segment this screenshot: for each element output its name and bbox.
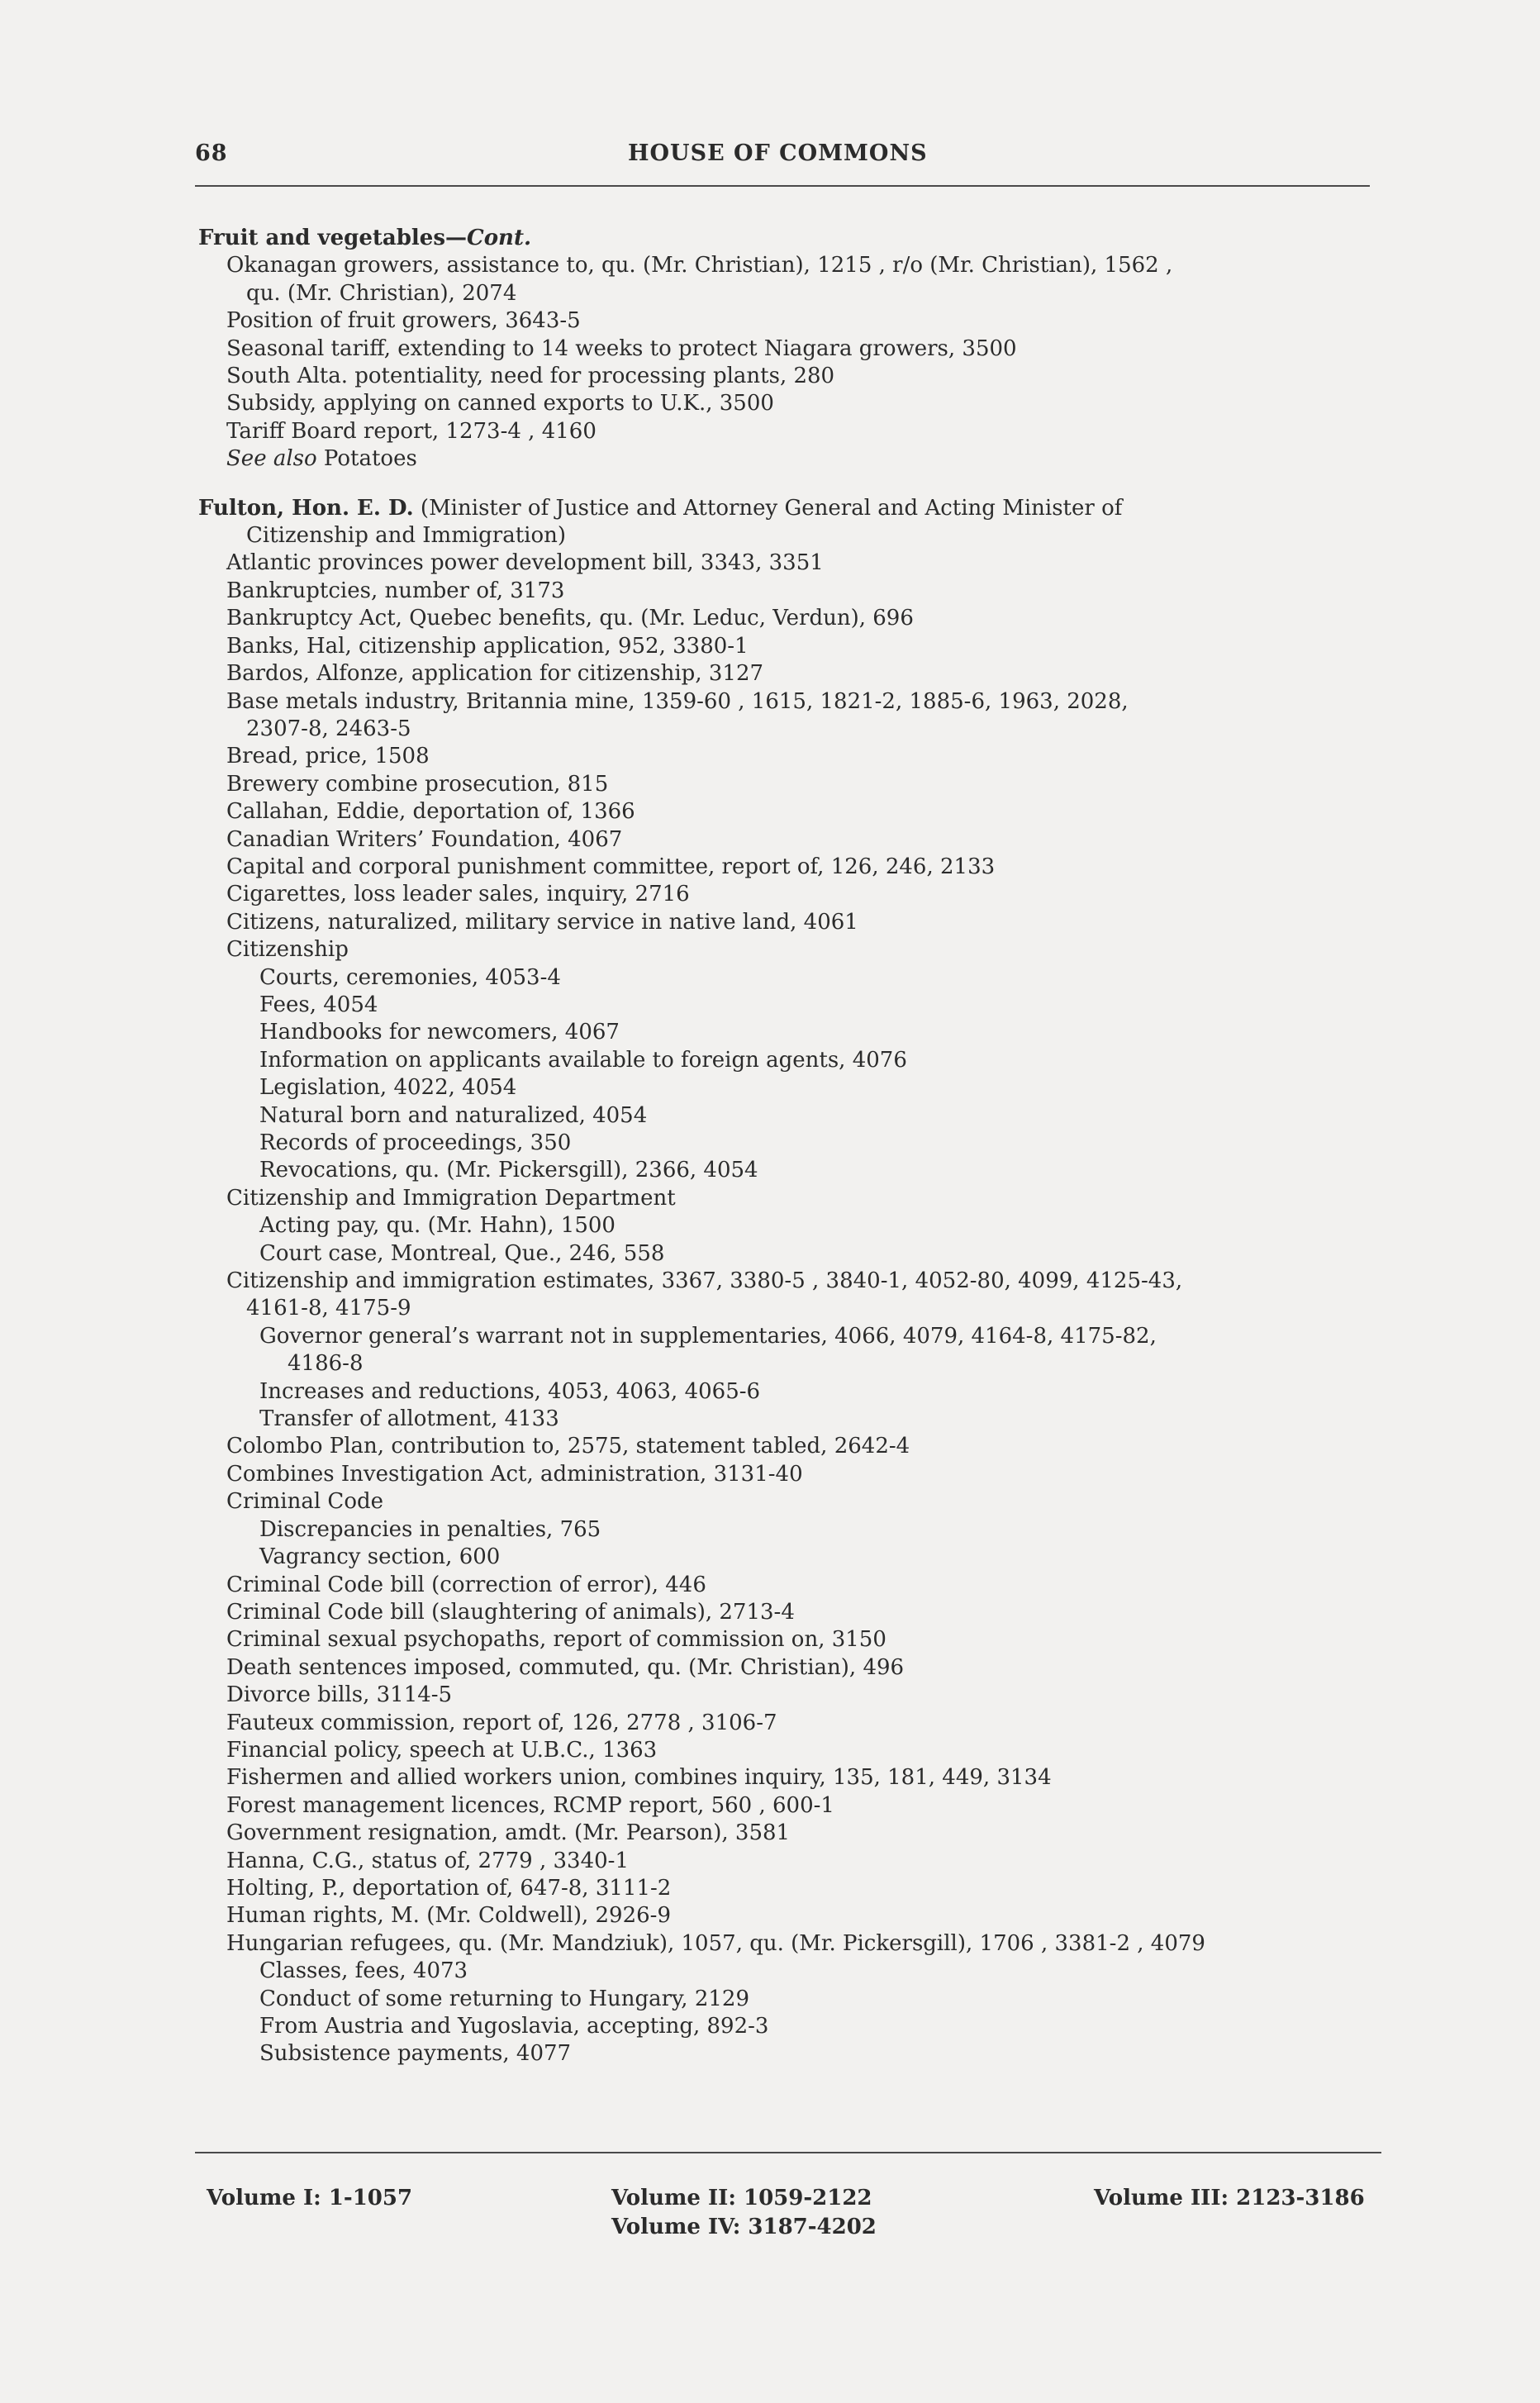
- subentry: Okanagan growers, assistance to, qu. (Mr. Christian), 1215 , r/o (Mr. Christian), 1562 ,: [226, 253, 1173, 278]
- subentry: Seasonal tariff, extending to 14 weeks to protect Niagara growers, 3500: [226, 335, 1017, 361]
- subentry: Criminal Code bill (slaughtering of animals), 2713-4: [226, 1599, 795, 1625]
- subentry: [198, 445, 1380, 473]
- sub-subentry: Court case, Montreal, Que., 246, 558: [259, 1240, 665, 1266]
- subentry: Atlantic provinces power development bill, 3343, 3351: [226, 550, 824, 576]
- entry-text: See also: [226, 446, 317, 472]
- sub-subentry: Handbooks for newcomers, 4067: [259, 1020, 620, 1045]
- subentry: 4161-8, 4175-9: [246, 1296, 411, 1321]
- subentry: Criminal Code: [226, 1489, 384, 1515]
- subentry: Citizenship and immigration estimates, 3367, 3380-5 , 3840-1, 4052-80, 4099, 4125-43,: [226, 1268, 1183, 1294]
- section-heading: [198, 225, 1380, 252]
- sub-subentry: Increases and reductions, 4053, 4063, 4065-6: [259, 1378, 761, 1404]
- entry-text: Cont.: [467, 226, 531, 250]
- index-content: [198, 225, 1380, 2068]
- subentry: Citizenship: [226, 937, 349, 963]
- subentry: Criminal Code bill (correction of error), 446: [226, 1572, 706, 1597]
- sub-subentry: Discrepancies in penalties, 765: [259, 1516, 601, 1542]
- sub-subentry: Records of proceedings, 350: [259, 1130, 572, 1155]
- subentry: Hungarian refugees, qu. (Mr. Mandziuk), 1057, qu. (Mr. Pickersgill), 1706 , 3381-2 , 4079: [226, 1930, 1205, 1956]
- volume-1-range: Volume I: 1-1057: [207, 2186, 413, 2210]
- subentry: Criminal sexual psychopaths, report of commission on, 3150: [226, 1627, 886, 1653]
- page-number: 68: [195, 140, 228, 166]
- subentry: Colombo Plan, contribution to, 2575, statement tabled, 2642-4: [226, 1434, 910, 1459]
- subentry: South Alta. potentiality, need for processing plants, 280: [226, 364, 835, 389]
- subentry: Death sentences imposed, commuted, qu. (Mr. Christian), 496: [226, 1654, 905, 1680]
- subentry: Subsidy, applying on canned exports to U.K., 3500: [226, 391, 774, 416]
- subentry: Citizenship and Immigration Department: [226, 1185, 676, 1211]
- subentry: Combines Investigation Act, administration, 3131-40: [226, 1461, 803, 1487]
- entry-text: Fruit and vegetables—: [198, 226, 467, 250]
- sub-subentry: Information on applicants available to foreign agents, 4076: [259, 1047, 907, 1073]
- subentry: Citizenship and Immigration): [246, 523, 567, 549]
- volume-4-range: Volume IV: 3187-4202: [611, 2215, 877, 2239]
- subentry: Brewery combine prosecution, 815: [226, 771, 609, 797]
- sub-subentry: Conduct of some returning to Hungary, 2129: [259, 1986, 749, 2011]
- subentry: Position of fruit growers, 3643-5: [226, 308, 581, 334]
- sub-subentry: Legislation, 4022, 4054: [259, 1075, 517, 1101]
- subentry: Holting, P., deportation of, 647-8, 3111-2: [226, 1875, 672, 1901]
- sub-subentry: Subsistence payments, 4077: [259, 2041, 572, 2067]
- entry-gap: [198, 473, 1380, 495]
- sub-subentry: Vagrancy section, 600: [259, 1544, 501, 1570]
- subentry: Bankruptcies, number of, 3173: [226, 578, 565, 603]
- subentry: Capital and corporal punishment committee, report of, 126, 246, 2133: [226, 854, 996, 879]
- subentry: Bankruptcy Act, Quebec benefits, qu. (Mr. Leduc, Verdun), 696: [226, 606, 914, 631]
- subentry: Banks, Hal, citizenship application, 952, 3380-1: [226, 633, 749, 659]
- entry-text: (Minister of Justice and Attorney General and Acting Minister of: [413, 495, 1123, 521]
- footer-rule: [195, 2152, 1381, 2153]
- subentry: Hanna, C.G., status of, 2779 , 3340-1: [226, 1848, 629, 1873]
- sub-subentry: Governor general’s warrant not in supplementaries, 4066, 4079, 4164-8, 4175-82,: [259, 1323, 1157, 1349]
- volume-3-range: Volume III: 2123-3186: [1094, 2186, 1365, 2210]
- subentry: Government resignation, amdt. (Mr. Pearson), 3581: [226, 1820, 791, 1846]
- sub-subentry: From Austria and Yugoslavia, accepting, 892-3: [259, 2014, 769, 2039]
- sub-subentry: Revocations, qu. (Mr. Pickersgill), 2366, 4054: [259, 1158, 758, 1183]
- subentry: Canadian Writers’ Foundation, 4067: [226, 826, 623, 852]
- subentry: Callahan, Eddie, deportation of, 1366: [226, 799, 635, 825]
- subentry: 2307-8, 2463-5: [246, 716, 411, 741]
- subentry: Financial policy, speech at U.B.C., 1363: [226, 1737, 658, 1763]
- sub-subentry: Natural born and naturalized, 4054: [259, 1102, 648, 1128]
- sub-subentry: Courts, ceremonies, 4053-4: [259, 964, 561, 990]
- sub-subentry: 4186-8: [288, 1351, 364, 1377]
- subentry: Human rights, M. (Mr. Coldwell), 2926-9: [226, 1903, 672, 1929]
- entry-text: Fulton, Hon. E. D.: [198, 495, 414, 521]
- subentry: Forest management licences, RCMP report, 560 , 600-1: [226, 1792, 834, 1818]
- sub-subentry: Acting pay, qu. (Mr. Hahn), 1500: [259, 1213, 616, 1239]
- page-title: HOUSE OF COMMONS: [628, 140, 928, 166]
- subentry: Base metals industry, Britannia mine, 1359-60 , 1615, 1821-2, 1885-6, 1963, 2028,: [226, 688, 1129, 714]
- subentry: Cigarettes, loss leader sales, inquiry, 2716: [226, 882, 690, 907]
- entry-text: Potatoes: [316, 446, 417, 472]
- sub-subentry: Fees, 4054: [259, 992, 378, 1017]
- sub-subentry: Classes, fees, 4073: [259, 1958, 468, 1984]
- subentry: Fishermen and allied workers union, combines inquiry, 135, 181, 449, 3134: [226, 1765, 1052, 1791]
- main-entry: [198, 495, 1380, 522]
- subentry: Bread, price, 1508: [226, 744, 430, 769]
- header-rule: [195, 185, 1370, 187]
- subentry: qu. (Mr. Christian), 2074: [246, 280, 517, 306]
- sub-subentry: Transfer of allotment, 4133: [259, 1406, 559, 1432]
- volume-2-range: Volume II: 1059-2122: [611, 2186, 872, 2210]
- subentry: Tariff Board report, 1273-4 , 4160: [226, 418, 597, 444]
- subentry: Bardos, Alfonze, application for citizenship, 3127: [226, 661, 764, 687]
- subentry: Divorce bills, 3114-5: [226, 1682, 453, 1708]
- subentry: Citizens, naturalized, military service in native land, 4061: [226, 909, 858, 935]
- subentry: Fauteux commission, report of, 126, 2778 , 3106-7: [226, 1710, 777, 1735]
